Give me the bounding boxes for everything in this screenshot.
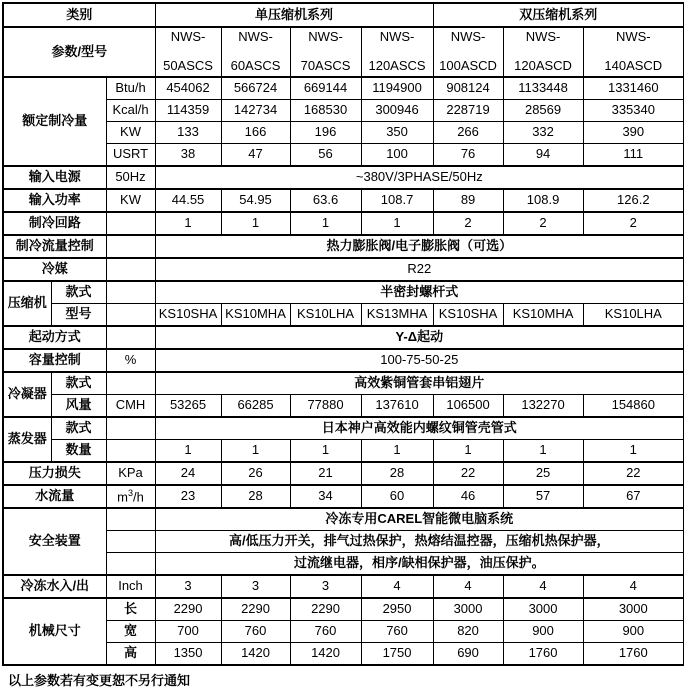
unit-cell-empty (106, 372, 155, 395)
unit-cell-empty (106, 553, 155, 576)
value-cell: 3000 (433, 598, 503, 621)
value-cell: 3 (290, 575, 361, 598)
value-cell: 22 (583, 462, 684, 485)
value-cell: 2 (583, 212, 684, 235)
value-cell: 1 (155, 440, 221, 463)
sub-label-condenser-airflow: 风量 (51, 395, 106, 418)
row-label-water-flow: 水流量 (3, 485, 106, 508)
table-row (3, 440, 684, 463)
table-row (3, 575, 684, 598)
value-cell: 66285 (221, 395, 290, 418)
unit-cell-empty (106, 440, 155, 463)
category-header: 类别 (3, 3, 155, 27)
row-label-circuits: 制冷回路 (3, 212, 106, 235)
value-cell: 54.95 (221, 189, 290, 212)
value-cell: 1 (290, 212, 361, 235)
value-cell: 908124 (433, 77, 503, 100)
value-cell: 77880 (290, 395, 361, 418)
sub-label-compressor-style: 款式 (51, 281, 106, 304)
value-cell: 760 (221, 621, 290, 643)
value-cell: 63.6 (290, 189, 361, 212)
value-cell: 900 (583, 621, 684, 643)
sub-label-length: 长 (106, 598, 155, 621)
value-cell: 566724 (221, 77, 290, 100)
value-cell: 21 (290, 462, 361, 485)
value-cell: 1 (583, 440, 684, 463)
footer-note: 以上参数若有变更恕不另行通知 (8, 673, 191, 688)
model-prefix: NWS- (525, 29, 561, 44)
value-cell: 1760 (583, 643, 684, 666)
value-cell: 2290 (155, 598, 221, 621)
row-label-water-connection: 冷冻水入/出 (3, 575, 106, 598)
table-row (3, 212, 684, 235)
unit-base: m (117, 489, 128, 505)
unit-cell: CMH (106, 395, 155, 418)
value-cell: 53265 (155, 395, 221, 418)
value-cell: 25 (503, 462, 583, 485)
model-header-cell (155, 27, 221, 77)
table-row (3, 349, 684, 372)
model-name: 120ASCD (514, 58, 572, 74)
table-row (3, 77, 684, 100)
value-cell: 38 (155, 144, 221, 167)
table-row (3, 508, 684, 531)
value-cell: 132270 (503, 395, 583, 418)
sub-label-evaporator-style: 款式 (51, 417, 106, 440)
unit-cell-empty (106, 304, 155, 327)
value-cell: 1331460 (583, 77, 684, 100)
dual-compressor-series-header: 双压缩机系列 (433, 3, 684, 27)
table-row (3, 27, 684, 77)
value-cell: 133 (155, 122, 221, 144)
value-cell: 44.55 (155, 189, 221, 212)
row-label-condenser: 冷凝器 (3, 372, 51, 417)
table-row (3, 258, 684, 281)
sub-label-height: 高 (106, 643, 155, 666)
value-cell: 108.7 (361, 189, 433, 212)
unit-cell: KPa (106, 462, 155, 485)
value-cell: 137610 (361, 395, 433, 418)
value-cell: 106500 (433, 395, 503, 418)
value-cell: 22 (433, 462, 503, 485)
value-cell: 46 (433, 485, 503, 508)
value-cell: 760 (361, 621, 433, 643)
value-cell: 28 (221, 485, 290, 508)
value-cell: 1 (361, 440, 433, 463)
value-cell-capacity-control: 100-75-50-25 (155, 349, 684, 372)
value-cell: 24 (155, 462, 221, 485)
value-cell: KS10MHA (503, 304, 583, 327)
value-cell: 1 (221, 440, 290, 463)
value-cell: 26 (221, 462, 290, 485)
value-cell: 332 (503, 122, 583, 144)
value-cell: 1750 (361, 643, 433, 666)
model-header-cell (290, 27, 361, 77)
value-cell: 266 (433, 122, 503, 144)
value-cell-safety-line2: 高/低压力开关，排气过热保护，热熔结温控器，压缩机热保护器， (155, 531, 684, 553)
value-cell-evaporator-style: 日本神户高效能内螺纹铜管壳管式 (155, 417, 684, 440)
row-label-refrigerant: 冷媒 (3, 258, 106, 281)
row-label-power-supply: 输入电源 (3, 166, 106, 189)
value-cell: 3 (221, 575, 290, 598)
unit-cell: USRT (106, 144, 155, 167)
table-row (3, 3, 684, 27)
table-row (3, 166, 684, 189)
table-row (3, 643, 684, 666)
value-cell: KS10SHA (433, 304, 503, 327)
model-name: 70ASCS (300, 58, 351, 74)
value-cell: 1350 (155, 643, 221, 666)
value-cell: 350 (361, 122, 433, 144)
unit-cell-empty (106, 235, 155, 258)
value-cell: 2 (503, 212, 583, 235)
value-cell: 142734 (221, 100, 290, 122)
unit-cell: Inch (106, 575, 155, 598)
model-header-cell (361, 27, 433, 77)
value-cell: 2950 (361, 598, 433, 621)
model-header-cell (503, 27, 583, 77)
model-name: 120ASCS (368, 58, 426, 74)
value-cell: KS10LHA (290, 304, 361, 327)
value-cell: 1 (290, 440, 361, 463)
value-cell-power-supply: ~380V/3PHASE/50Hz (155, 166, 684, 189)
row-label-pressure-loss: 压力损失 (3, 462, 106, 485)
row-label-input-power: 输入功率 (3, 189, 106, 212)
value-cell: KS10SHA (155, 304, 221, 327)
table-row (3, 189, 684, 212)
unit-rest: /h (133, 489, 144, 505)
value-cell: 300946 (361, 100, 433, 122)
unit-cell: % (106, 349, 155, 372)
unit-cell: Kcal/h (106, 100, 155, 122)
table-row (3, 100, 684, 122)
value-cell-starting: Y-Δ起动 (155, 326, 684, 349)
row-label-rated-capacity: 额定制冷量 (3, 77, 106, 166)
table-row (3, 553, 684, 576)
row-label-starting: 起动方式 (3, 326, 106, 349)
unit-cell-empty (106, 531, 155, 553)
unit-cell-empty (106, 212, 155, 235)
value-cell-flow-control: 热力膨胀阀/电子膨胀阀（可选） (155, 235, 684, 258)
unit-cell: Btu/h (106, 77, 155, 100)
table-row (3, 531, 684, 553)
value-cell: 1 (155, 212, 221, 235)
table-row (3, 144, 684, 167)
value-cell-compressor-style: 半密封螺杆式 (155, 281, 684, 304)
value-cell: 57 (503, 485, 583, 508)
value-cell: KS13MHA (361, 304, 433, 327)
model-name: 50ASCS (163, 58, 213, 74)
sub-label-evaporator-qty: 数量 (51, 440, 106, 463)
value-cell: 60 (361, 485, 433, 508)
value-cell: 166 (221, 122, 290, 144)
model-prefix: NWS- (238, 29, 273, 44)
model-prefix: NWS- (379, 29, 415, 44)
param-model-header: 参数/型号 (3, 27, 155, 77)
value-cell: 4 (503, 575, 583, 598)
table-row (3, 281, 684, 304)
row-label-capacity-control: 容量控制 (3, 349, 106, 372)
model-header-cell (433, 27, 503, 77)
value-cell: 3000 (583, 598, 684, 621)
sub-label-condenser-style: 款式 (51, 372, 106, 395)
model-header-cell (221, 27, 290, 77)
unit-cell-empty (106, 326, 155, 349)
table-row (3, 304, 684, 327)
value-cell: 196 (290, 122, 361, 144)
unit-cell-empty (106, 508, 155, 531)
value-cell: 4 (433, 575, 503, 598)
spec-table (2, 2, 684, 666)
value-cell-safety-line1: 冷冻专用CAREL智能微电脑系统 (155, 508, 684, 531)
value-cell: 454062 (155, 77, 221, 100)
value-cell: 3 (155, 575, 221, 598)
model-prefix: NWS- (450, 29, 486, 44)
value-cell: 1420 (290, 643, 361, 666)
value-cell: 228719 (433, 100, 503, 122)
value-cell-safety-line3: 过流继电器，相序/缺相保护器，油压保护。 (155, 553, 684, 576)
value-cell: 34 (290, 485, 361, 508)
value-cell: 76 (433, 144, 503, 167)
value-cell: 168530 (290, 100, 361, 122)
model-name: 60ASCS (230, 58, 281, 74)
value-cell-refrigerant: R22 (155, 258, 684, 281)
value-cell: KS10MHA (221, 304, 290, 327)
value-cell: 1 (361, 212, 433, 235)
model-prefix: NWS- (615, 29, 651, 44)
model-prefix: NWS- (308, 29, 343, 44)
unit-cell-empty (106, 281, 155, 304)
unit-cell: 50Hz (106, 166, 155, 189)
value-cell: 1 (221, 212, 290, 235)
model-header-cell (583, 27, 684, 77)
row-label-compressor: 压缩机 (3, 281, 51, 326)
table-row (3, 326, 684, 349)
value-cell: 1133448 (503, 77, 583, 100)
sub-label-compressor-model: 型号 (51, 304, 106, 327)
table-row (3, 395, 684, 418)
value-cell: 1 (433, 440, 503, 463)
unit-cell-water-flow (106, 485, 155, 508)
single-compressor-series-header: 单压缩机系列 (155, 3, 433, 27)
value-cell: 2290 (221, 598, 290, 621)
value-cell: 94 (503, 144, 583, 167)
value-cell: 56 (290, 144, 361, 167)
table-row (3, 485, 684, 508)
table-row (3, 417, 684, 440)
value-cell: 67 (583, 485, 684, 508)
table-row (3, 372, 684, 395)
table-row (3, 122, 684, 144)
unit-superscript: 3 (128, 487, 134, 498)
model-prefix: NWS- (170, 29, 206, 44)
value-cell: 114359 (155, 100, 221, 122)
value-cell: 690 (433, 643, 503, 666)
value-cell: 28569 (503, 100, 583, 122)
value-cell: KS10LHA (583, 304, 684, 327)
value-cell: 669144 (290, 77, 361, 100)
value-cell: 47 (221, 144, 290, 167)
model-name: 100ASCD (439, 58, 497, 74)
value-cell: 89 (433, 189, 503, 212)
value-cell: 3000 (503, 598, 583, 621)
value-cell: 154860 (583, 395, 684, 418)
row-label-flow-control: 制冷流量控制 (3, 235, 106, 258)
value-cell: 900 (503, 621, 583, 643)
row-label-dimensions: 机械尺寸 (3, 598, 106, 665)
row-label-safety: 安全装置 (3, 508, 106, 575)
value-cell: 1420 (221, 643, 290, 666)
row-label-evaporator: 蒸发器 (3, 417, 51, 462)
unit-cell: KW (106, 122, 155, 144)
value-cell: 1194900 (361, 77, 433, 100)
value-cell: 335340 (583, 100, 684, 122)
value-cell-condenser-style: 高效紫铜管套串铝翅片 (155, 372, 684, 395)
value-cell: 390 (583, 122, 684, 144)
value-cell: 23 (155, 485, 221, 508)
value-cell: 100 (361, 144, 433, 167)
value-cell: 700 (155, 621, 221, 643)
value-cell: 2 (433, 212, 503, 235)
table-row (3, 235, 684, 258)
value-cell: 1 (503, 440, 583, 463)
value-cell: 108.9 (503, 189, 583, 212)
table-row (3, 621, 684, 643)
sub-label-width: 宽 (106, 621, 155, 643)
value-cell: 760 (290, 621, 361, 643)
value-cell: 4 (583, 575, 684, 598)
unit-cell-empty (106, 258, 155, 281)
unit-cell-empty (106, 417, 155, 440)
table-row (3, 462, 684, 485)
model-name: 140ASCD (604, 58, 663, 74)
value-cell: 111 (583, 144, 684, 167)
table-row (3, 598, 684, 621)
value-cell: 2290 (290, 598, 361, 621)
value-cell: 126.2 (583, 189, 684, 212)
value-cell: 28 (361, 462, 433, 485)
unit-cell: KW (106, 189, 155, 212)
value-cell: 1760 (503, 643, 583, 666)
value-cell: 4 (361, 575, 433, 598)
value-cell: 820 (433, 621, 503, 643)
